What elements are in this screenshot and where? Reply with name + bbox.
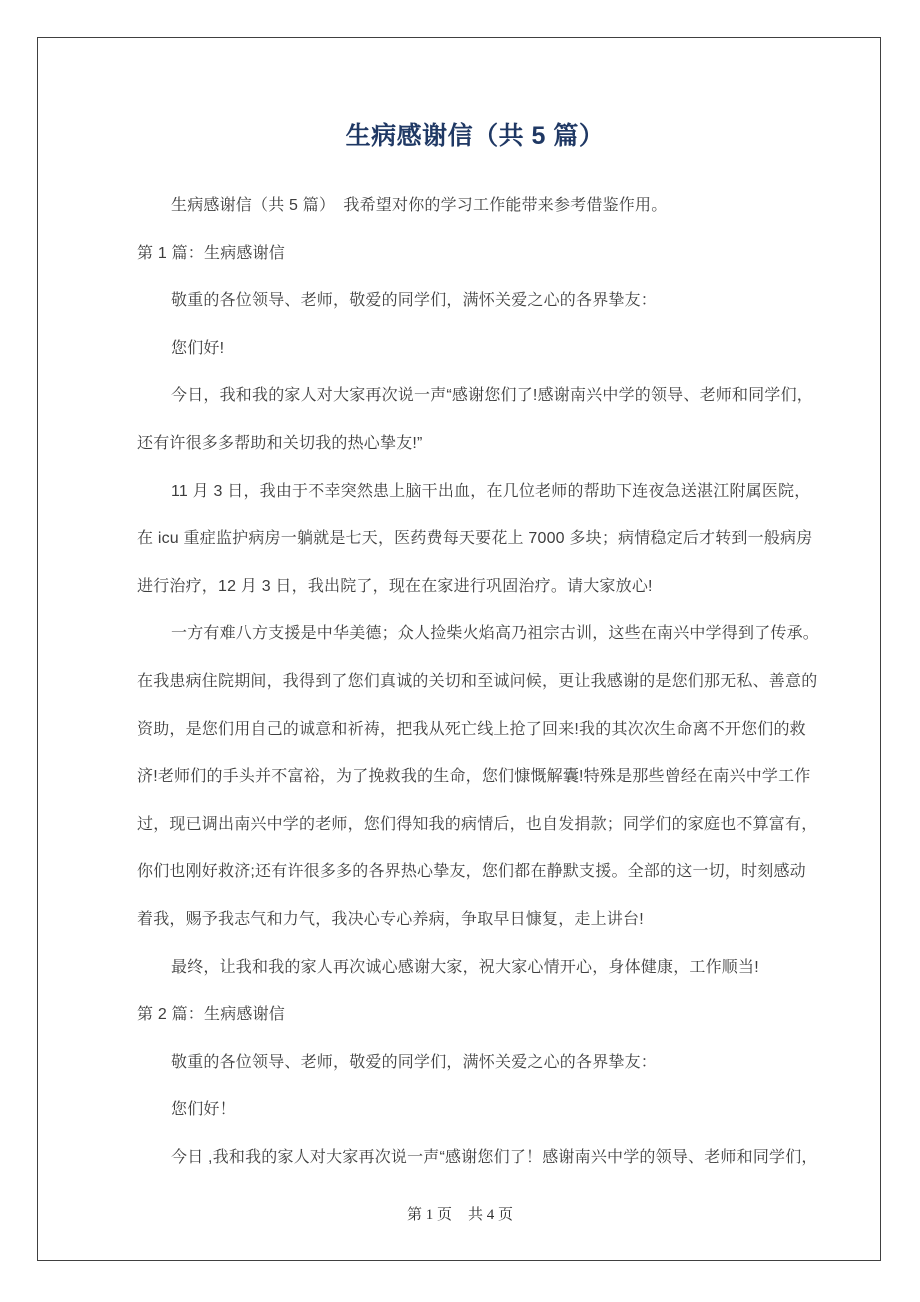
text-line: 过，现已调出南兴中学的老师，您们得知我的病情后，也自发捐款；同学们的家庭也不算富有， <box>137 815 818 833</box>
text-line: 您们好！ <box>171 1101 236 1119</box>
text-line: 进行治疗，12 月 3 日，我出院了，现在在家进行巩固治疗。请大家放心! <box>137 577 653 595</box>
footer-page-number: 第 1 页 <box>406 1207 452 1223</box>
text-line: 资助，是您们用自己的诚意和祈祷，把我从死亡线上抢了回来!我的其次次生命离不开您们的救 <box>137 720 806 738</box>
document-body <box>137 182 820 1181</box>
text-line: 您们好! <box>171 339 225 357</box>
text-line: 最终，让我和我的家人再次诚心感谢大家，祝大家心情开心，身体健康，工作顺当! <box>171 958 759 976</box>
text-line: 11 月 3 日，我由于不幸突然患上脑干出血，在几位老师的帮助下连夜急送湛江附属医院， <box>171 482 811 500</box>
text-line: 济!老师们的手头并不富裕，为了挽救我的生命，您们慷慨解囊!特殊是那些曾经在南兴中学工作 <box>137 768 811 786</box>
text-line: 敬重的各位领导、老师，敬爱的同学们，满怀关爱之心的各界挚友： <box>171 1053 658 1071</box>
text-line: 今日，我和我的家人对大家再次说一声“感谢您们了!感谢南兴中学的领导、老师和同学们， <box>171 387 813 405</box>
document-title: 生病感谢信（共 5 篇） <box>345 122 605 150</box>
text-line: 第 2 篇：生病感谢信 <box>137 1006 285 1024</box>
text-line: 第 1 篇：生病感谢信 <box>137 244 285 262</box>
text-line: 还有许很多多帮助和关切我的热心挚友!” <box>137 434 423 452</box>
text-line: 你们也刚好救济;还有许很多多的各界热心挚友，您们都在静默支援。全部的这一切，时刻感动 <box>137 863 806 881</box>
page-footer <box>0 1204 920 1226</box>
text-line: 在 icu 重症监护病房一躺就是七天，医药费每天要花上 7000 多块；病情稳定后才转到一般病房 <box>137 530 813 548</box>
text-line: 敬重的各位领导、老师，敬爱的同学们，满怀关爱之心的各界挚友： <box>171 292 658 310</box>
text-line: 在我患病住院期间，我得到了您们真诚的关切和至诚问候，更让我感谢的是您们那无私、善意的 <box>137 672 818 690</box>
text-line: 今日 ,我和我的家人对大家再次说一声“感谢您们了！感谢南兴中学的领导、老师和同学们， <box>171 1148 818 1166</box>
text-line: 生病感谢信（共 5 篇） 我希望对你的学习工作能带来参考借鉴作用。 <box>171 197 668 214</box>
text-line: 着我，赐予我志气和力气，我决心专心养病，争取早日慷复，走上讲台! <box>137 910 644 928</box>
text-line: 一方有难八方支援是中华美德；众人捡柴火焰高乃祖宗古训，这些在南兴中学得到了传承。 <box>171 625 820 643</box>
footer-page-total: 共 4 页 <box>468 1207 514 1223</box>
